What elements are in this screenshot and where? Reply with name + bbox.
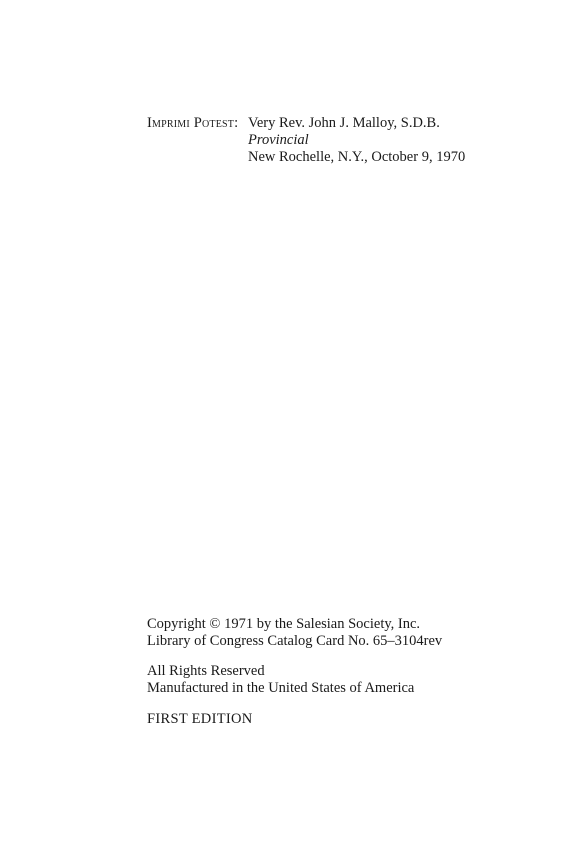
place-and-date: New Rochelle, N.Y., October 9, 1970	[248, 149, 466, 165]
rights-reserved: All Rights Reserved	[147, 663, 265, 679]
copyright-block	[147, 616, 442, 650]
imprimi-potest-details	[248, 115, 465, 166]
rights-block	[147, 663, 414, 697]
provincial-name: Very Rev. John J. Malloy, S.D.B.	[248, 115, 440, 131]
copyright-notice: Copyright © 1971 by the Salesian Society, Inc.	[147, 616, 421, 632]
catalog-card-number: Library of Congress Catalog Card No. 65–3104rev	[147, 633, 443, 649]
imprimi-potest-block	[147, 115, 465, 166]
imprimi-potest-label: Imprimi Potest:	[147, 115, 239, 131]
provincial-title: Provincial	[248, 132, 309, 148]
manufactured-in: Manufactured in the United States of America	[147, 680, 415, 696]
edition-statement: FIRST EDITION	[147, 711, 253, 727]
